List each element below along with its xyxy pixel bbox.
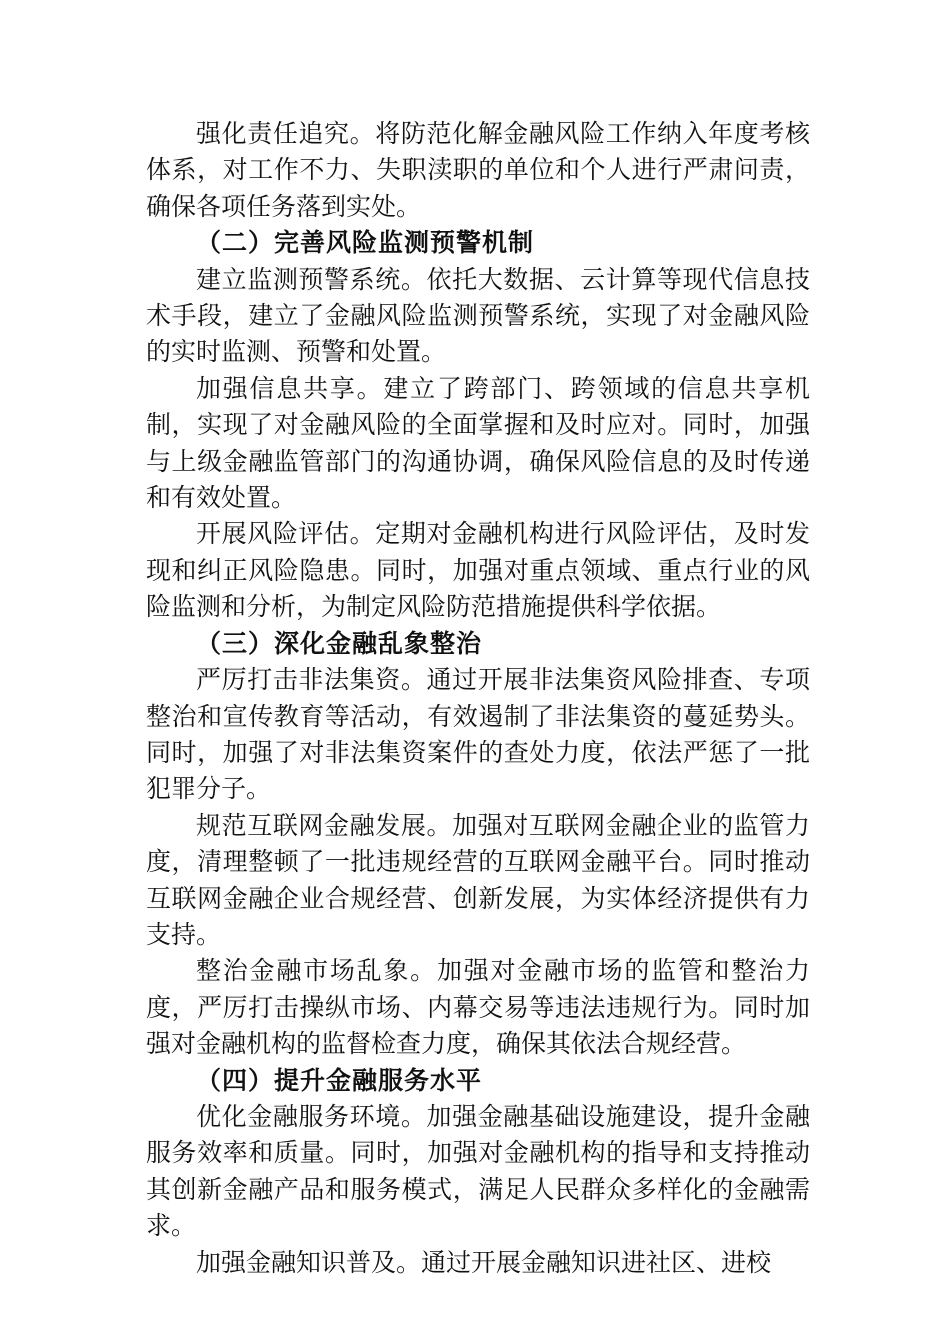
section-heading-2: （二）完善风险监测预警机制 — [196, 228, 535, 258]
document-body — [146, 116, 810, 1281]
paragraph-illegal-fundraising: 严厉打击非法集资。通过开展非法集资风险排查、专项整治和宣传教育等活动，有效遏制了非法集资的蔓延势头。同时，加强了对非法集资案件的查处力度，依法严惩了一批犯罪分子。 — [146, 665, 810, 804]
paragraph-service-environment: 优化金融服务环境。加强金融基础设施建设，提升金融服务效率和质量。同时，加强对金融机构的指导和支持推动其创新金融产品和服务模式，满足人民群众多样化的金融需求。 — [146, 1101, 810, 1241]
paragraph-internet-finance: 规范互联网金融发展。加强对互联网金融企业的监管力度，清理整顿了一批违规经营的互联网金融平台。同时推动互联网金融企业合规经营、创新发展，为实体经济提供有力支持。 — [146, 810, 810, 949]
paragraph-risk-assessment: 开展风险评估。定期对金融机构进行风险评估，及时发现和纠正风险隐患。同时，加强对重点领域、重点行业的风险监测和分析，为制定风险防范措施提供科学依据。 — [146, 519, 810, 622]
paragraph-accountability: 强化责任追究。将防范化解金融风险工作纳入年度考核体系，对工作不力、失职渎职的单位和个人进行严肃问责，确保各项任务落到实处。 — [146, 119, 810, 221]
paragraph-monitoring-system: 建立监测预警系统。依托大数据、云计算等现代信息技术手段，建立了金融风险监测预警系统，实现了对金融风险的实时监测、预警和处置。 — [146, 264, 810, 367]
paragraph-financial-literacy: 加强金融知识普及。通过开展金融知识进社区、进校 — [196, 1247, 772, 1277]
paragraph-market-disorder: 整治金融市场乱象。加强对金融市场的监管和整治力度，严厉打击操纵市场、内幕交易等违法违规行为。同时加强对金融机构的监督检查力度，确保其依法合规经营。 — [146, 956, 810, 1059]
section-heading-4: （四）提升金融服务水平 — [196, 1065, 483, 1095]
paragraph-info-sharing: 加强信息共享。建立了跨部门、跨领域的信息共享机制，实现了对金融风险的全面掌握和及时应对。同时，加强与上级金融监管部门的沟通协调，确保风险信息的及时传递和有效处置。 — [146, 373, 810, 513]
section-heading-3: （三）深化金融乱象整治 — [196, 628, 483, 658]
